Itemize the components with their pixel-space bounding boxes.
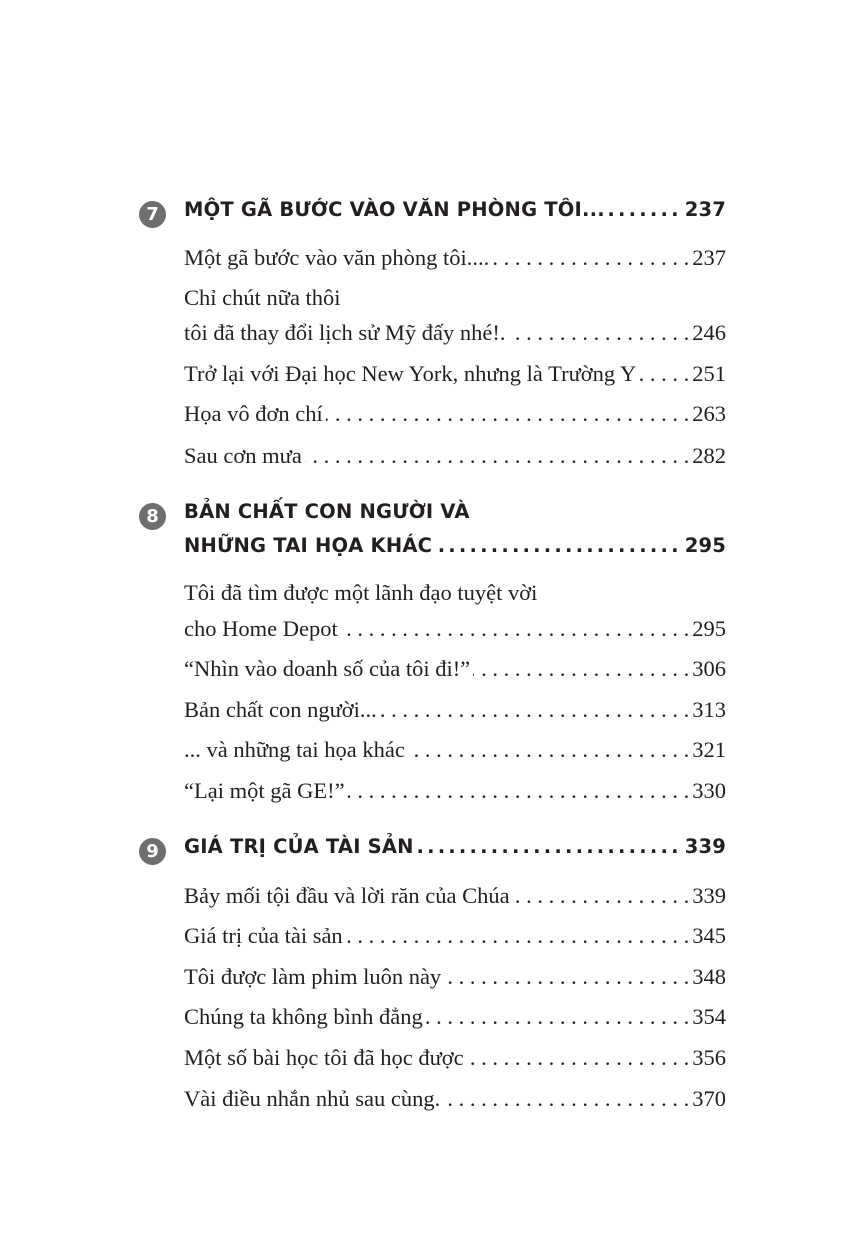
toc-entry-page: 263: [692, 401, 726, 426]
toc-entry-page: 295: [692, 616, 726, 641]
leader-dots: [608, 198, 682, 221]
toc-entry: [184, 580, 726, 610]
toc-entry-text: Họa vô đơn chí: [184, 401, 323, 426]
toc-entry-text: Vài điều nhắn nhủ sau cùng.: [184, 1086, 441, 1111]
toc-entry-text: Bảy mối tội đầu và lời răn của Chúa: [184, 883, 510, 908]
toc-entry-text: Một gã bước vào văn phòng tôi....: [184, 245, 490, 270]
toc-entry-text: Chúng ta không bình đẳng: [184, 1004, 423, 1029]
toc-entry: [184, 1086, 726, 1116]
leader-dots: [435, 534, 682, 557]
toc-entry-text: ... và những tai họa khác: [184, 737, 405, 762]
toc-entry: [184, 964, 726, 994]
chapter-heading-page: 339: [684, 835, 726, 858]
leader-dots: [380, 697, 689, 723]
toc-entry-text: Tôi đã tìm được một lãnh đạo tuyệt vời: [184, 580, 538, 605]
toc-entry-page: 345: [692, 923, 726, 948]
toc-entry-page: 339: [692, 883, 726, 908]
toc-entry: [184, 883, 726, 913]
toc-entry-text: “Lại một gã GE!”: [184, 778, 345, 803]
toc-entry-text: Bản chất con người...: [184, 697, 377, 722]
chapter-number-badge: 8: [139, 503, 166, 530]
leader-dots: [408, 737, 689, 763]
chapter-number-badge: 7: [139, 201, 166, 228]
leader-dots: [492, 245, 689, 271]
toc-entry-text: tôi đã thay đổi lịch sử Mỹ đấy nhé!.: [184, 320, 506, 345]
leader-dots: [467, 1045, 690, 1071]
leader-dots: [417, 835, 682, 858]
chapter-heading-text: BẢN CHẤT CON NGƯỜI VÀ: [184, 500, 470, 523]
toc-entry: [184, 401, 726, 431]
toc-entry: [184, 245, 726, 275]
leader-dots: [639, 361, 689, 387]
toc-entry-page: 282: [692, 443, 726, 468]
toc-entry: [184, 656, 726, 686]
toc-entry-page: 306: [692, 656, 726, 681]
leader-dots: [513, 883, 690, 909]
leader-dots: [326, 401, 690, 427]
toc-entry: [184, 1045, 726, 1075]
toc-entry-text: Giá trị của tài sản: [184, 923, 343, 948]
toc-entry: [184, 737, 726, 767]
toc-entry: [184, 320, 726, 350]
chapter-heading: [184, 534, 726, 564]
toc-entry-page: 313: [692, 697, 726, 722]
leader-dots: [473, 656, 689, 682]
leader-dots: [348, 778, 690, 804]
chapter-number-badge: 9: [139, 838, 166, 865]
chapter-heading: [184, 198, 726, 228]
toc-entry-text: cho Home Depot: [184, 616, 338, 641]
toc-entry-page: 370: [692, 1086, 726, 1111]
toc-entry-page: 356: [692, 1045, 726, 1070]
toc-entry: [184, 443, 726, 473]
toc-entry: [184, 1004, 726, 1034]
toc-entry-text: Tôi được làm phim luôn này: [184, 964, 442, 989]
toc-entry: [184, 285, 726, 315]
chapter-heading-page: 295: [684, 534, 726, 557]
toc-entry-page: 354: [692, 1004, 726, 1029]
toc-entry-page: 330: [692, 778, 726, 803]
toc-entry-page: 321: [692, 737, 726, 762]
toc-entry-text: Một số bài học tôi đã học được: [184, 1045, 464, 1070]
toc-entry-page: 237: [692, 245, 726, 270]
toc-entry: [184, 616, 726, 646]
toc-entry-page: 246: [692, 320, 726, 345]
leader-dots: [509, 320, 690, 346]
leader-dots: [444, 964, 689, 990]
toc-entry: [184, 361, 726, 391]
toc-entry-text: Sau cơn mưa: [184, 443, 302, 468]
toc-entry-page: 251: [692, 361, 726, 386]
toc-entry-text: “Nhìn vào doanh số của tôi đi!”: [184, 656, 471, 681]
chapter-heading-page: 237: [684, 198, 726, 221]
toc-entry: [184, 697, 726, 727]
toc-entry-page: 348: [692, 964, 726, 989]
chapter-heading: [184, 835, 726, 865]
leader-dots: [305, 443, 689, 469]
leader-dots: [443, 1086, 689, 1112]
chapter-heading-text: MỘT GÃ BƯỚC VÀO VĂN PHÒNG TÔI...: [184, 198, 605, 221]
toc-entry: [184, 778, 726, 808]
leader-dots: [346, 923, 690, 949]
toc-entry-text: Chỉ chút nữa thôi: [184, 285, 341, 310]
leader-dots: [341, 616, 690, 642]
leader-dots: [426, 1004, 690, 1030]
chapter-heading: [184, 500, 726, 530]
toc-entry-text: Trở lại với Đại học New York, nhưng là Trường Y: [184, 361, 637, 386]
toc-entry: [184, 923, 726, 953]
chapter-heading-text: NHỮNG TAI HỌA KHÁC: [184, 534, 433, 557]
chapter-heading-text: GIÁ TRỊ CỦA TÀI SẢN: [184, 835, 414, 858]
